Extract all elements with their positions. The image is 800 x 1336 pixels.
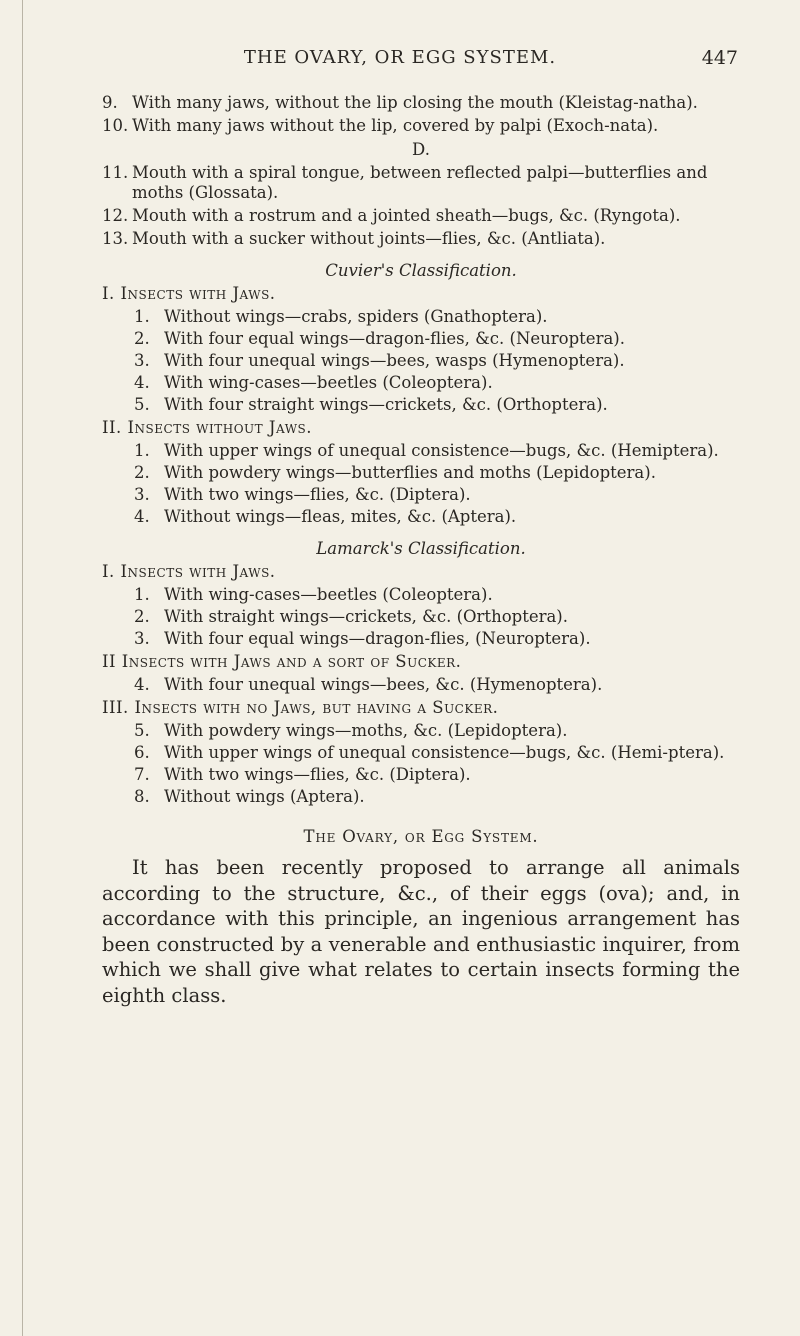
group-heading: II Insects with Jaws and a sort of Sucker. [102,652,462,671]
list-item [134,765,740,785]
item-number: 4. [134,373,150,392]
item-text: With four equal wings—dragon-flies, (Neuroptera). [164,629,591,648]
running-head: THE OVARY, OR EGG SYSTEM. [243,47,557,68]
item-number: 6. [134,743,150,762]
item-text: With four equal wings—dragon-flies, &c. (Neuroptera). [164,329,625,348]
group-heading: III. Insects with no Jaws, but having a Sucker. [102,698,499,717]
item-number: 4. [134,675,150,694]
page-content [102,93,740,1008]
item-number: 12. [102,206,129,225]
item-text: With upper wings of unequal consistence—bugs, &c. (Hemiptera). [164,441,719,460]
list-item [134,463,740,483]
item-text: Mouth with a sucker without joints—flies, &c. (Antliata). [132,229,606,248]
item-text: With straight wings—crickets, &c. (Orthoptera). [164,607,568,626]
ovary-section [102,827,740,1008]
list-item [134,329,740,349]
list-item [134,743,740,763]
item-text: With powdery wings—moths, &c. (Lepidoptera). [164,721,568,740]
item-number: 5. [134,721,150,740]
group-heading: II. Insects without Jaws. [102,418,313,437]
list-item [134,507,740,527]
item-text: With many jaws, without the lip closing the mouth (Kleistag-natha). [132,93,698,112]
item-text: With four straight wings—crickets, &c. (Orthoptera). [164,395,608,414]
page-number: 447 [701,47,738,69]
list-item [134,307,740,327]
list-item [134,395,740,415]
item-number: 9. [102,93,118,112]
list-item [102,116,740,136]
item-text: With four unequal wings—bees, &c. (Hymenoptera). [164,675,603,694]
section-title: Cuvier's Classification. [325,261,517,280]
item-number: 1. [134,585,150,604]
top-list [102,93,740,249]
item-text: With wing-cases—beetles (Coleoptera). [164,373,493,392]
page-header [0,47,800,77]
group-heading: I. Insects with Jaws. [102,562,276,581]
section-letter: D. [412,140,430,159]
item-text: Without wings (Aptera). [164,787,365,806]
item-text: With upper wings of unequal consistence—bugs, &c. (Hemi-ptera). [164,743,725,762]
item-number: 1. [134,307,150,326]
item-number: 11. [102,163,129,182]
item-text: With four unequal wings—bees, wasps (Hymenoptera). [164,351,625,370]
list-item [134,787,740,807]
item-text: With many jaws without the lip, covered by palpi (Exoch-nata). [132,116,659,135]
item-number: 3. [134,351,150,370]
item-number: 4. [134,507,150,526]
list-item [134,351,740,371]
list-item [134,675,740,695]
item-number: 1. [134,441,150,460]
page-edge-line [22,0,23,1336]
list-item [134,607,740,627]
item-text: With powdery wings—butterflies and moths (Lepidoptera). [164,463,656,482]
item-number: 2. [134,607,150,626]
item-text: Mouth with a rostrum and a jointed sheath—bugs, &c. (Ryngota). [132,206,681,225]
item-number: 5. [134,395,150,414]
list-item [102,229,740,249]
item-number: 7. [134,765,150,784]
list-item [134,373,740,393]
item-text: With wing-cases—beetles (Coleoptera). [164,585,493,604]
item-text: Mouth with a spiral tongue, between reflected palpi—butterflies and moths (Glossata). [132,163,708,202]
body-paragraph: It has been recently proposed to arrange all animals according to the structure, &c., of their eggs (ova); and, in accordance with this principle, an ingenious arrangement has been constructed by a venerable and enthusiastic inquirer, from which we shall give what relates to certain insects forming the eighth class. [102,856,740,1007]
list-item [134,485,740,505]
item-number: 10. [102,116,129,135]
list-item [134,629,740,649]
list-item [134,441,740,461]
section-title: Lamarck's Classification. [316,539,526,558]
item-text: Without wings—crabs, spiders (Gnathoptera). [164,307,548,326]
list-item [134,721,740,741]
item-number: 2. [134,463,150,482]
lamarck-classification [102,539,740,807]
list-item [102,206,740,226]
item-number: 8. [134,787,150,806]
cuvier-classification [102,261,740,527]
item-number: 3. [134,629,150,648]
section-heading: The Ovary, or Egg System. [303,827,539,846]
item-number: 3. [134,485,150,504]
list-item [102,93,740,113]
list-item [102,163,740,203]
item-text: With two wings—flies, &c. (Diptera). [164,765,471,784]
item-number: 13. [102,229,129,248]
group-heading: I. Insects with Jaws. [102,284,276,303]
item-number: 2. [134,329,150,348]
item-text: Without wings—fleas, mites, &c. (Aptera). [164,507,517,526]
item-text: With two wings—flies, &c. (Diptera). [164,485,471,504]
list-item [134,585,740,605]
